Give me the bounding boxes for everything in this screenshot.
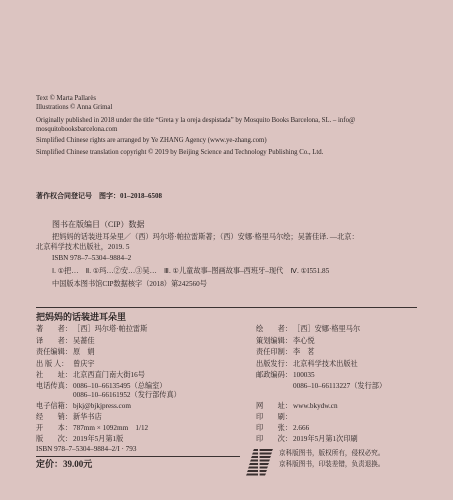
detail-value: ［西］玛尔塔·帕拉雷斯 <box>73 325 148 333</box>
detail-printed-sheets <box>256 424 309 433</box>
divider <box>36 456 240 457</box>
isbn-line: ISBN 978–7–5304–9884–2/I · 793 <box>36 445 137 453</box>
detail-value: ［西］安娜·格里马尔 <box>293 325 361 333</box>
detail-value: 北京西直门南大街16号 <box>73 371 145 379</box>
detail-value: bjkj@bjkjpress.com <box>73 402 131 410</box>
detail-label: 绘 者： <box>256 325 292 333</box>
detail-phone-fax-continued: 0086–10–66161952（发行部传真） <box>73 391 181 399</box>
credit-rights-agency: Simplified Chinese rights are arranged by Ye ZHANG Agency (www.ye-zhang.com) <box>36 137 267 144</box>
logo-stripe <box>252 453 272 455</box>
logo-stripe <box>247 470 267 472</box>
detail-value: 2019年5月第1次印刷 <box>293 435 358 443</box>
detail-label: 印 次： <box>256 435 292 443</box>
detail-value: 曾庆宇 <box>73 360 95 368</box>
cip-line: 把妈妈的话装进耳朵里／（西）玛尔塔·帕拉雷斯著；（西）安娜·格里马尔绘；吴蔷佳译. —北京： <box>52 233 359 241</box>
detail-distributor <box>36 413 102 422</box>
credit-original-publication-email: mosquitobooksbarcelona.com <box>36 126 118 133</box>
cip-record-number: 中国版本图书馆CIP数据核字（2018）第242560号 <box>52 280 207 288</box>
detail-author <box>36 325 147 334</box>
detail-printer <box>256 413 293 422</box>
detail-value: 原 娟 <box>73 348 95 356</box>
divider <box>36 307 417 308</box>
detail-value: www.bkydw.cn <box>293 402 338 410</box>
detail-label: 邮政编码： <box>256 371 292 379</box>
contract-registration-number: 著作权合同登记号 图字：01–2018–6508 <box>36 192 162 200</box>
cip-isbn: ISBN 978–7–5304–9884–2 <box>52 254 132 262</box>
credit-text-author: Text © Marta Pallarès <box>36 95 96 102</box>
detail-value: 新华书店 <box>73 413 102 421</box>
logo-stripe <box>250 460 270 462</box>
detail-value: 787mm × 1092mm 1/12 <box>73 424 149 432</box>
detail-label: 责任编辑： <box>36 348 72 356</box>
detail-label: 出 版 人： <box>36 360 69 368</box>
publisher-logo <box>243 447 275 477</box>
detail-distribution-phone: 0086–10–66113227（发行部） <box>293 382 387 390</box>
detail-value: 2019年5月第1版 <box>73 435 124 443</box>
cip-line: 北京科学技术出版社，2019. 5 <box>36 243 130 251</box>
detail-label: 开 本： <box>36 424 72 432</box>
copyright-notice: 京科版图书，版权所有，侵权必究。 <box>279 450 385 457</box>
detail-address <box>36 371 145 380</box>
detail-label: 电话传真： <box>36 382 72 390</box>
detail-printing <box>256 435 358 444</box>
detail-label: 经 销： <box>36 413 72 421</box>
detail-illustrator <box>256 325 360 334</box>
detail-print-supervisor <box>256 348 315 357</box>
detail-editor <box>36 348 95 357</box>
detail-planning-editor <box>256 337 315 346</box>
detail-phone-fax <box>36 382 166 391</box>
price: 定价：39.00元 <box>36 459 93 469</box>
credit-translation-copyright: Simplified Chinese translation copyright © 2019 by Beijing Science and Technology Publishing Co., Ltd. <box>36 149 324 156</box>
detail-value: 100035 <box>293 371 315 379</box>
detail-label: 策划编辑： <box>256 337 292 345</box>
detail-label: 版 次： <box>36 435 72 443</box>
detail-email <box>36 402 131 411</box>
detail-value: 0086–10–66135495（总编室） <box>73 382 167 390</box>
detail-value: 吴蔷佳 <box>73 337 95 345</box>
logo-stripe <box>251 456 271 458</box>
logo-spine-gap <box>258 448 260 477</box>
detail-label: 责任印制： <box>256 348 292 356</box>
detail-translator <box>36 337 95 346</box>
cip-classification: Ⅰ. ①把… Ⅱ. ①玛…②安…③吴… Ⅲ. ①儿童故事–图画故事–西班牙–现代 Ⅳ. ①I551.85 <box>52 267 330 275</box>
detail-value: 李心悦 <box>293 337 315 345</box>
detail-label: 印 张： <box>256 424 292 432</box>
detail-postcode <box>256 371 315 380</box>
detail-label: 电子信箱： <box>36 402 72 410</box>
cip-heading: 图书在版编目（CIP）数据 <box>52 220 145 229</box>
detail-value: 李 茗 <box>293 348 315 356</box>
detail-edition <box>36 435 123 444</box>
detail-label: 著 者： <box>36 325 72 333</box>
logo-stripe <box>246 474 266 476</box>
detail-publisher-person <box>36 360 95 369</box>
detail-label: 出版发行： <box>256 360 292 368</box>
replacement-notice: 京科版图书，印装差错，负责退换。 <box>279 461 385 468</box>
detail-label: 译 者： <box>36 337 72 345</box>
book-title: 把妈妈的话装进耳朵里 <box>36 312 127 322</box>
detail-publisher <box>256 360 358 369</box>
credit-original-publication: Originally published in 2018 under the title “Greta y la oreja despistada” by Mosquito Books Barcelona, SL. – info@ <box>36 117 356 124</box>
detail-format <box>36 424 148 433</box>
detail-value: 2.666 <box>293 424 310 432</box>
detail-label: 印 刷： <box>256 413 292 421</box>
detail-value: 北京科学技术出版社 <box>293 360 358 368</box>
credit-illustrations: Illustrations © Anna Grimal <box>36 104 113 111</box>
logo-stripe <box>253 449 273 451</box>
detail-label: 社 址： <box>36 371 72 379</box>
detail-label: 网 址： <box>256 402 292 410</box>
detail-website <box>256 402 338 411</box>
